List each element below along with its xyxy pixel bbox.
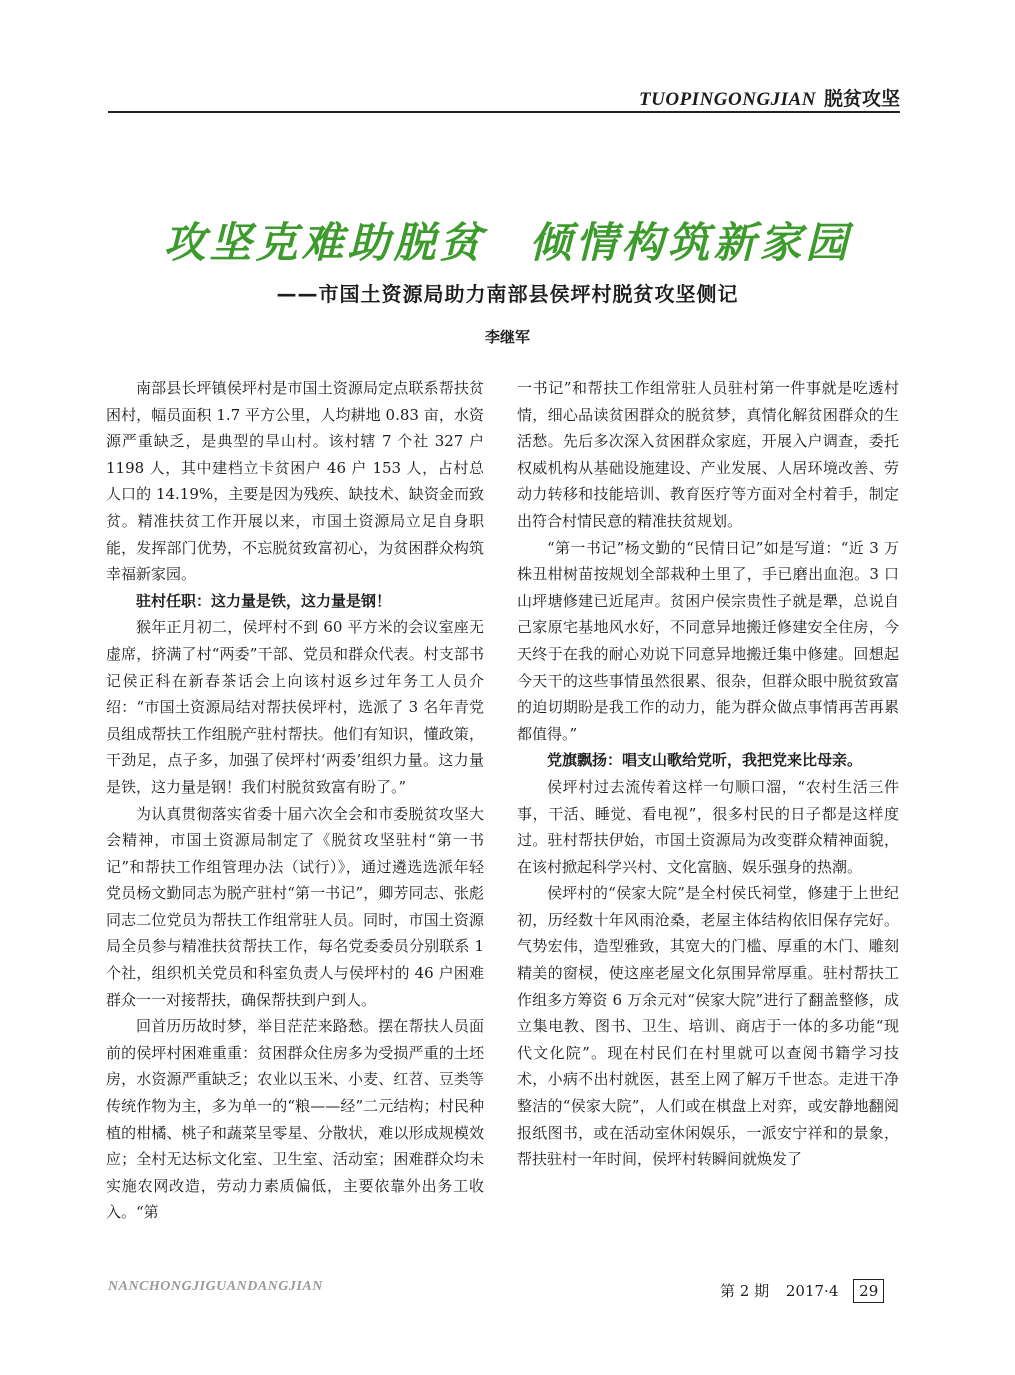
left-column — [106, 375, 484, 1226]
header-rule — [108, 111, 900, 113]
header-label-cn: 脱贫攻坚 — [823, 88, 900, 110]
paragraph-continued: 一书记”和帮扶工作组常驻人员驻村第一件事就是吃透村情，细心品读贫困群众的脱贫梦，真情化解贫困群众的生活愁。先后多次深入贫困群众家庭，开展入户调查，委托权威机构从基础设施建设、产业发展、人居环境改善、劳动力转移和技能培训、教育医疗等方面对全村着手，制定出符合村情民意的精准扶贫规划。 — [517, 379, 899, 530]
paragraph: “第一书记”杨文勤的“民情日记”如是写道：“近 3 万株丑柑树苗按规划全部栽种土里了，手已磨出血泡。3 口山坪塘修建已近尾声。贫困户侯宗贵性子就是犟，总说自己家原宅基地风水好，不同意异地搬迁修建安全住房，今天终于在我的耐心劝说下同意异地搬迁集中修建。回想起今天干的这些事情虽然很累、很杂，但群众眼中脱贫致富的迫切期盼是我工作的动力，能为群众做点事情再苦再累都值得。” — [517, 538, 899, 743]
right-column — [517, 375, 899, 1173]
paragraph: 侯坪村的“侯家大院”是全村侯氏祠堂，修建于上世纪初，历经数十年风雨沧桑，老屋主体结构依旧保存完好。气势宏伟，造型雅致，其宽大的门槛、厚重的木门、雕刻精美的窗棂，使这座老屋文化氛围异常厚重。驻村帮扶工作组多方筹资 6 万余元对“侯家大院”进行了翻盖整修，成立集电教、图书、卫生、培训、商店于一体的多功能“现代文化院”。现在村民们在村里就可以查阅书籍学习技术，小病不出村就医，甚至上网了解万千世态。走进干净整洁的“侯家大院”，人们或在棋盘上对弈，或安静地翻阅报纸图书，或在活动室休闲娱乐，一派安宁祥和的景象，帮扶驻村一年时间，侯坪村转瞬间就焕发了 — [517, 884, 899, 1169]
issue-number: 第 2 期 — [720, 1282, 770, 1300]
paragraph: 为认真贯彻落实省委十届六次全会和市委脱贫攻坚大会精神，市国土资源局制定了《脱贫攻坚驻村“第一书记”和帮扶工作组管理办法（试行）》，通过遴选选派年轻党员杨文勤同志为脱产驻村“第一书记”，卿芳同志、张彪同志二位党员为帮扶工作组常驻人员。同时，市国土资源局全员参与精准扶贫帮扶工作，每名党委委员分别联系 1 个社，组织机关党员和科室负责人与侯坪村的 46 户困难群众一一对接帮扶，确保帮扶到户到人。 — [106, 804, 484, 1009]
article-title — [0, 210, 1015, 270]
running-header — [639, 84, 900, 111]
article-subtitle: ——市国土资源局助力南部县侯坪村脱贫攻坚侧记 — [276, 282, 739, 306]
paragraph: 侯坪村过去流传着这样一句顺口溜，“农村生活三件事，干活、睡觉、看电视”，很多村民的日子都是这样度过。驻村帮扶伊始，市国土资源局为改变群众精神面貌，在该村掀起科学兴村、文化富脑、娱乐强身的热潮。 — [517, 777, 899, 876]
journal-name-footer: NANCHONGJIGUANDANGJIAN — [108, 1279, 323, 1294]
paragraph: 猴年正月初二，侯坪村不到 60 平方米的会议室座无虚席，挤满了村“两委”干部、党员和群众代表。村支部书记侯正科在新春茶话会上向该村返乡过年务工人员介绍：“市国土资源局结对帮扶侯坪村，选派了 3 名年青党员组成帮扶工作组脱产驻村帮扶。他们有知识，懂政策，干劲足，点子多，加强了侯坪村‘两委’组织力量。这力量是铁，这力量是钢！我们村脱贫致富有盼了。” — [106, 618, 484, 796]
article-title-part1: 攻坚克难助脱贫 — [163, 218, 486, 267]
issue-info — [720, 1279, 884, 1303]
article-author: 李继军 — [484, 328, 530, 346]
section-heading: 党旗飘扬：唱支山歌给党听，我把党来比母亲。 — [547, 751, 863, 770]
article-title-part2: 倾情构筑新家园 — [529, 218, 852, 267]
section-heading: 驻村任职：这力量是铁，这力量是钢！ — [136, 591, 392, 610]
page-number: 29 — [853, 1279, 884, 1303]
paragraph: 回首历历故时梦，举目茫茫来路愁。摆在帮扶人员面前的侯坪村困难重重：贫困群众住房多为受损严重的土坯房，水资源严重缺乏；农业以玉米、小麦、红苕、豆类等传统作物为主，多为单一的“粮——经”二元结构；村民种植的柑橘、桃子和蔬菜呈零星、分散状，难以形成规模效应；全村无达标文化室、卫生室、活动室；困难群众均未实施农网改造，劳动力素质偏低，主要依靠外出务工收入。“第 — [106, 1017, 484, 1222]
issue-date: 2017·4 — [785, 1282, 839, 1300]
header-label-latin: TUOPINGONGJIAN — [639, 89, 816, 110]
paragraph: 南部县长坪镇侯坪村是市国土资源局定点联系帮扶贫困村，幅员面积 1.7 平方公里，人均耕地 0.83 亩，水资源严重缺乏，是典型的旱山村。该村辖 7 个社 327 户 1198 人，其中建档立卡贫困户 46 户 153 人，占村总人口的 14.19%，主要是因为残疾、缺技术、缺资金而致贫。精准扶贫工作开展以来，市国土资源局立足自身职能，发挥部门优势，不忘脱贫致富初心，为贫困群众构筑幸福新家园。 — [106, 379, 484, 584]
